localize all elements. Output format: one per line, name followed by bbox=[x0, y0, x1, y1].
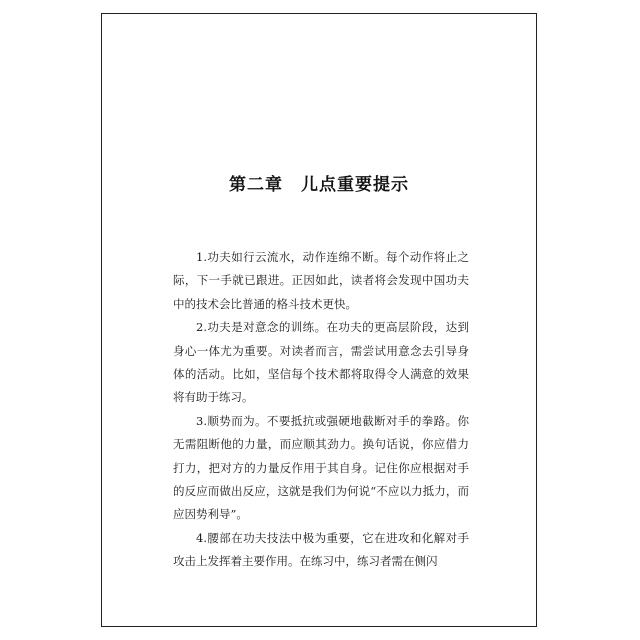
book-page bbox=[101, 13, 537, 627]
paragraph-1: 1.功夫如行云流水，动作连绵不断。每个动作将止之际，下一手就已跟进。正因如此，读者将会发现中国功夫中的技术会比普通的格斗技术更快。 bbox=[173, 250, 469, 311]
paragraph-4: 4.腰部在功夫技法中极为重要，它在进攻和化解对手攻击上发挥着主要作用。在练习中，练习者需在侧闪 bbox=[173, 530, 469, 569]
chapter-title: 第二章 儿点重要提示 bbox=[229, 175, 409, 195]
paragraph-3: 3.顺势而为。不要抵抗或强硬地截断对手的拳路。你无需阻断他的力量，而应顺其劲力。换句话说，你应借力打力，把对方的力量反作用于其自身。记住你应根据对手的反应而做出反应，这就是我们为何说“不应以力抵力，而应因势利导”。 bbox=[173, 413, 469, 522]
chapter-body bbox=[173, 246, 469, 574]
paragraph-2: 2.功夫是对意念的训练。在功夫的更高层阶段，达到身心一体尤为重要。对读者而言，需尝试用意念去引导身体的活动。比如，坚信每个技术都将取得令人满意的效果将有助于练习。 bbox=[173, 320, 469, 405]
